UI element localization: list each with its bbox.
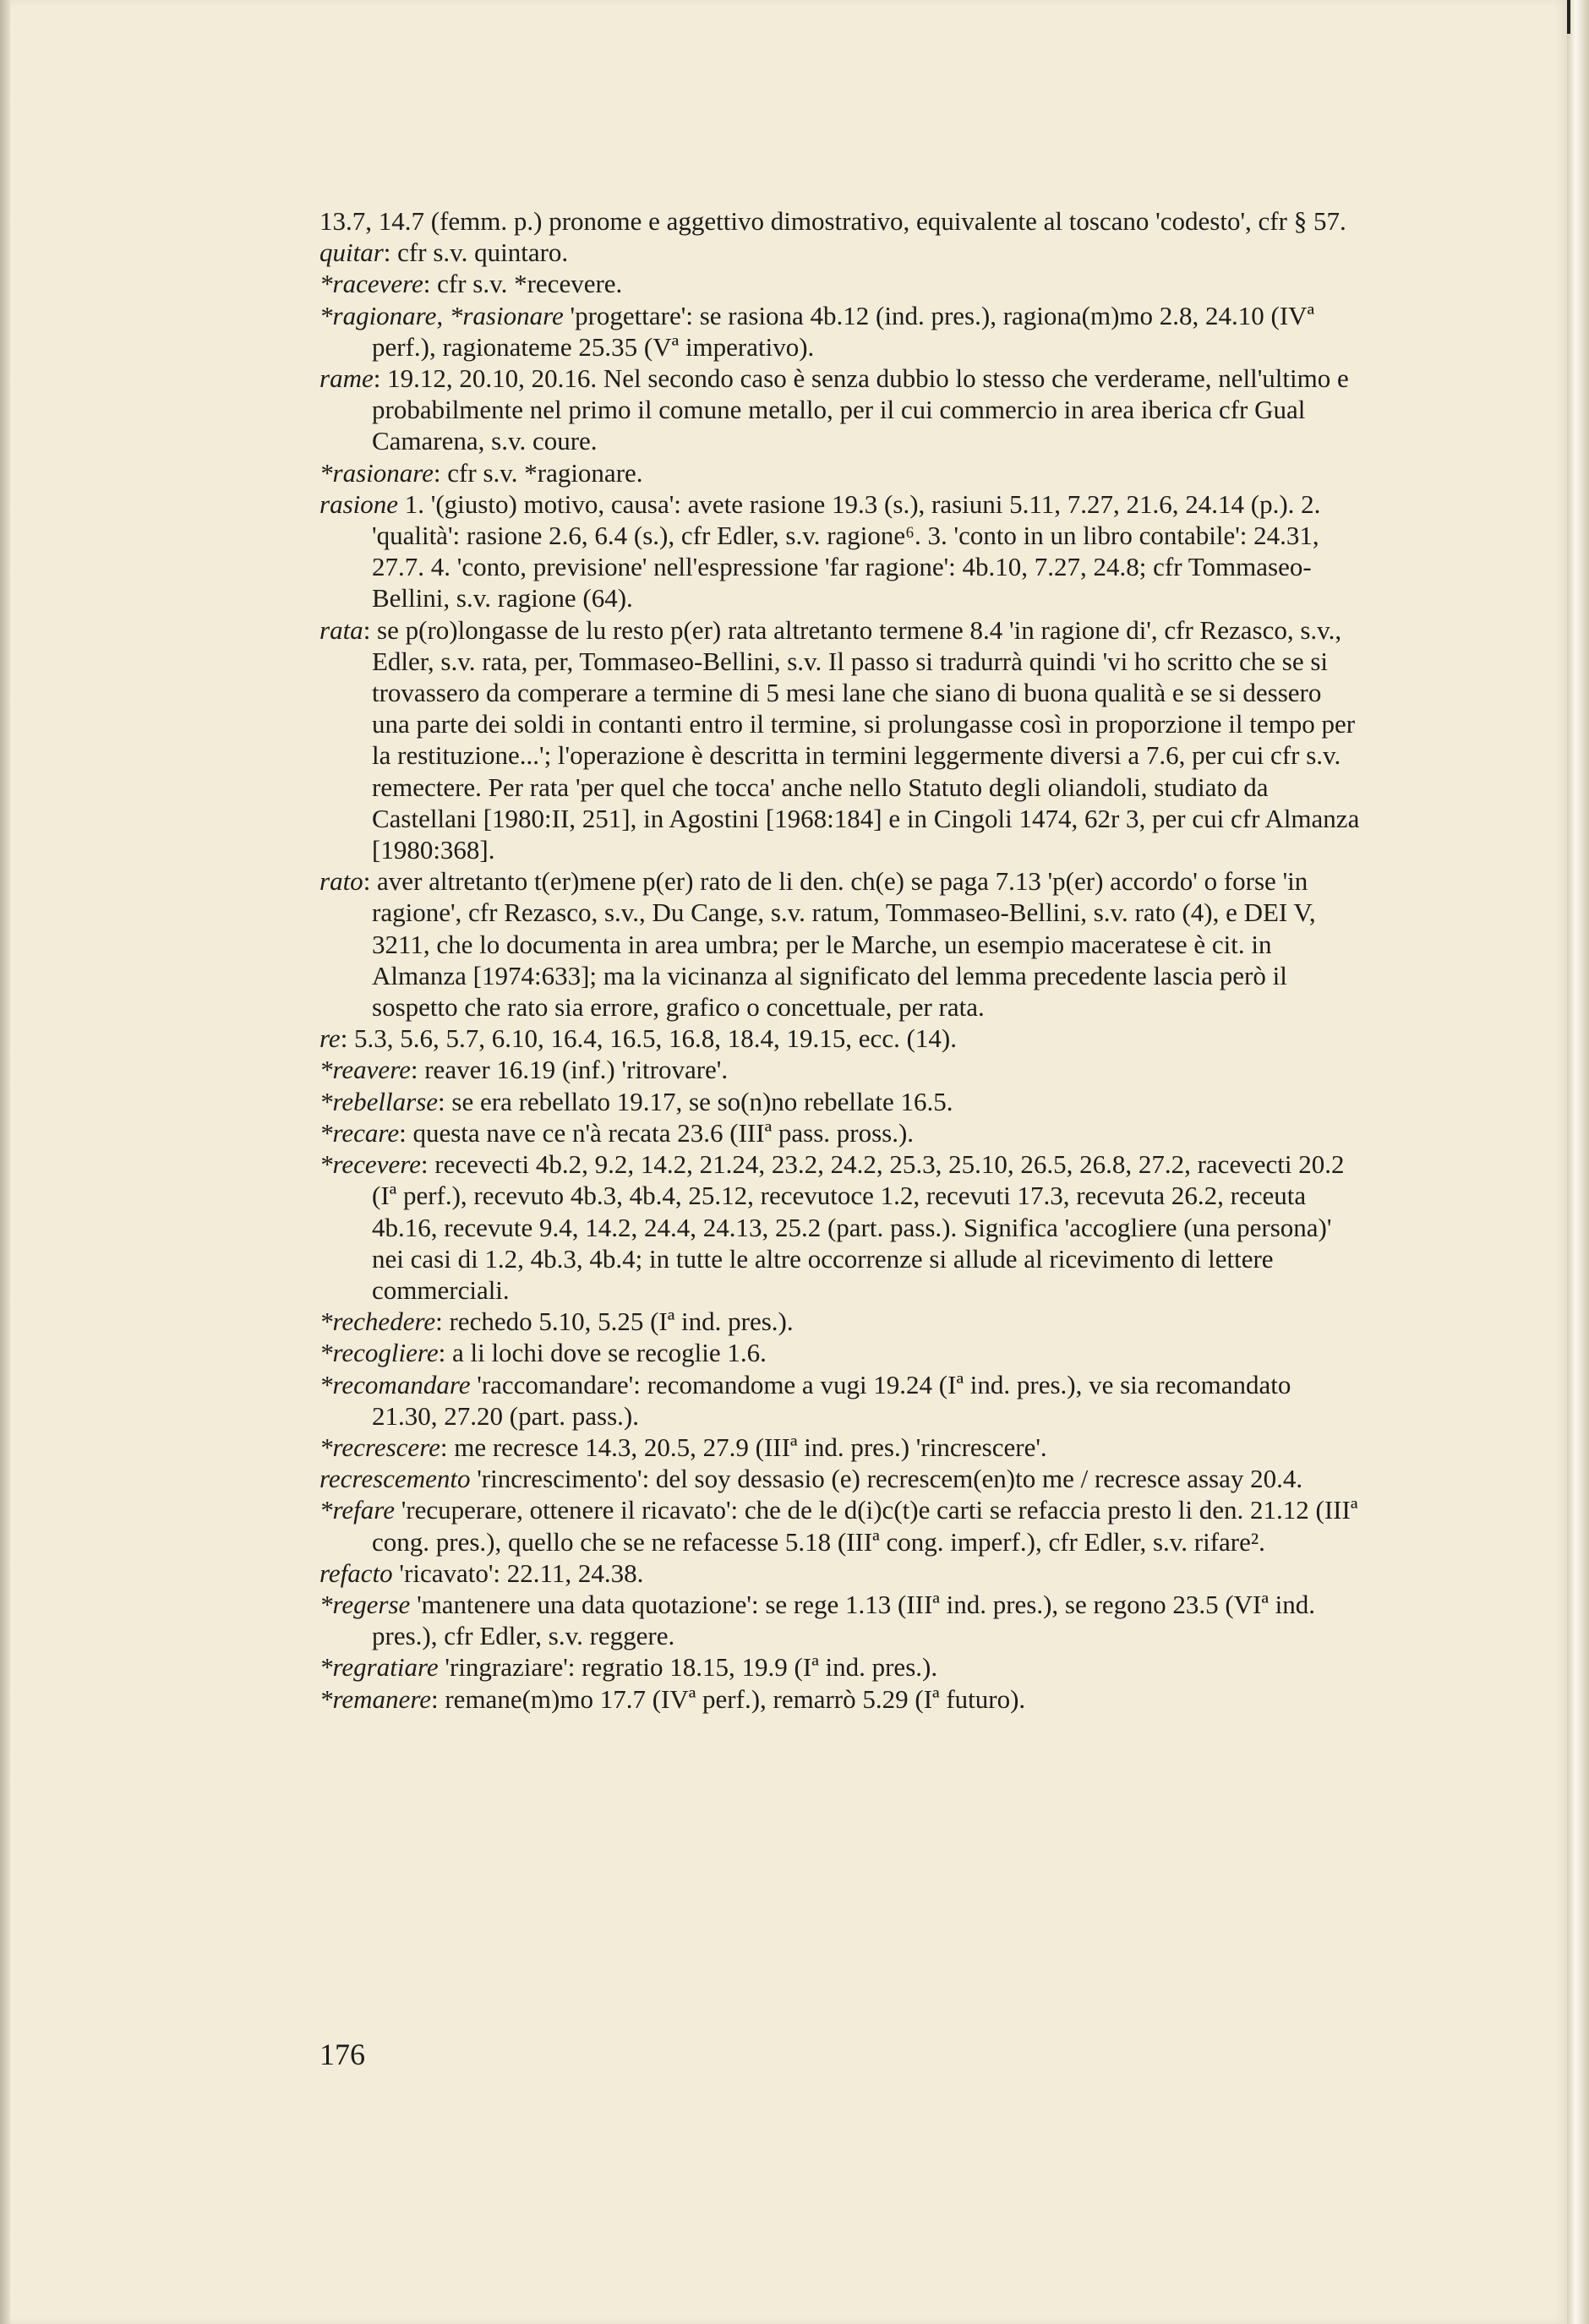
entry-definition: 'raccomandare': recomandome a vugi 19.24 (Iª ind. pres.), ve sia recomandato 21.30, 27.20 (part. pass.).	[372, 1369, 1291, 1431]
glossary-entry	[319, 1337, 1361, 1368]
glossary-text	[319, 205, 1361, 1715]
page-number: 176	[319, 2038, 365, 2071]
entry-lemma: *recare	[319, 1117, 400, 1148]
entry-lemma: *reavere	[319, 1055, 411, 1085]
entry-definition: : remane(m)mo 17.7 (IVª perf.), remarrò 5.29 (Iª futuro).	[431, 1683, 1026, 1714]
glossary-entry	[319, 1148, 1361, 1306]
entry-definition: : cfr s.v. *ragionare.	[433, 457, 643, 488]
glossary-entry	[319, 205, 1361, 237]
glossary-entry	[319, 1023, 1361, 1054]
glossary-entry	[319, 1589, 1361, 1651]
entry-definition: 1. '(giusto) motivo, causa': avete rasione 19.3 (s.), rasiuni 5.11, 7.27, 21.6, 24.14 (p.). 2. 'qualità': rasione 2.6, 6.4 (s.), cfr Edler, s.v. ragione⁶. 3. 'conto in un libro contabile': 24.31, 27.7. 4. 'conto, previsione' nell'espressione 'far ragione': 4b.10, 7.27, 24.8; cfr Tommaseo-Bellini, s.v. ragione (64).	[372, 488, 1321, 614]
glossary-entry	[319, 1494, 1361, 1557]
entry-definition: : se p(ro)longasse de lu resto p(er) rata altretanto termene 8.4 'in ragione di', cfr Rezasco, s.v., Edler, s.v. rata, per, Tommaseo-Bellini, s.v. Il passo si tradurrà quindi 'vi ho scritto che se si trovassero da comperare a termine di 5 mesi lane che siano di buona qualità e se si dessero una parte dei soldi in contanti entro il termine, si prolungasse così in proporzione il tempo per la restituzione...'; l'operazione è descritta in termini leggermente diversi a 7.6, per cui cfr s.v. remectere. Per rata 'per quel che tocca' anche nello Statuto degli oliandoli, studiato da Castellani [1980:II, 251], in Agostini [1968:184] e in Cingoli 1474, 62r 3, per cui cfr Almanza [1980:368].	[363, 614, 1360, 865]
glossary-entry	[319, 1683, 1361, 1715]
entry-definition: 'mantenere una data quotazione': se rege 1.13 (IIIª ind. pres.), se regono 23.5 (VIª ind. pres.), cfr Edler, s.v. reggere.	[372, 1589, 1316, 1651]
glossary-entry	[319, 1432, 1361, 1463]
glossary-entry	[319, 1463, 1361, 1494]
entry-definition: 'ricavato': 22.11, 24.38.	[392, 1558, 644, 1588]
glossary-entry	[319, 1558, 1361, 1589]
entry-lemma: re	[319, 1023, 341, 1054]
entry-definition: : aver altretanto t(er)mene p(er) rato de li den. ch(e) se paga 7.13 'p(er) accordo' o forse 'in ragione', cfr Rezasco, s.v., Du Cange, s.v. ratum, Tommaseo-Bellini, s.v. rato (4), e DEI V, 3211, che lo documenta in area umbra; per le Marche, un esempio maceratese è cit. in Almanza [1974:633]; ma la vicinanza al significato del lemma precedente lascia però il sospetto che rato sia errore, grafico o concettuale, per rata.	[363, 866, 1316, 1023]
entry-lemma: *recrescere	[319, 1432, 440, 1462]
entry-lemma: rato	[319, 866, 363, 897]
entry-lemma: quitar	[319, 237, 384, 268]
glossary-entry	[319, 363, 1361, 457]
entry-definition: : cfr s.v. *recevere.	[423, 269, 623, 299]
entry-definition: : me recresce 14.3, 20.5, 27.9 (IIIª ind. pres.) 'rincrescere'.	[440, 1432, 1047, 1462]
glossary-entry	[319, 614, 1361, 866]
entry-definition: : questa nave ce n'à recata 23.6 (IIIª pass. pross.).	[399, 1117, 915, 1148]
entry-lemma: recrescemento	[319, 1464, 471, 1494]
entry-lemma: *rebellarse	[319, 1086, 439, 1116]
entry-lemma: *recogliere	[319, 1338, 439, 1368]
glossary-entry	[319, 1117, 1361, 1148]
entry-lemma: *refare	[319, 1495, 395, 1525]
entry-definition: 'ringraziare': regratio 18.15, 19.9 (Iª ind. pres.).	[438, 1652, 938, 1683]
glossary-entry	[319, 865, 1361, 1023]
entry-lemma: rame	[319, 363, 374, 394]
entry-definition: : rechedo 5.10, 5.25 (Iª ind. pres.).	[435, 1307, 794, 1337]
entry-definition: 'recuperare, ottenere il ricavato': che de le d(i)c(t)e carti se refaccia presto li den. 21.12 (IIIª cong. pres.), quello che se ne refacesse 5.18 (IIIª cong. imperf.), cfr Edler, s.v. rifare².	[372, 1495, 1358, 1557]
entry-lemma: rasione	[319, 488, 398, 519]
entry-lemma: *rasionare	[319, 457, 434, 488]
entry-lemma: *remanere	[319, 1683, 431, 1714]
entry-lemma: *regerse	[319, 1589, 411, 1619]
entry-definition: 13.7, 14.7 (femm. p.) pronome e aggettivo dimostrativo, equivalente al toscano 'codesto', cfr § 57.	[319, 206, 1346, 236]
entry-definition: 'progettare': se rasiona 4b.12 (ind. pres.), ragiona(m)mo 2.8, 24.10 (IVª perf.), ragionateme 25.35 (Vª imperativo).	[372, 300, 1315, 362]
glossary-entry	[319, 1086, 1361, 1117]
entry-lemma: *rechedere	[319, 1307, 436, 1337]
glossary-entry	[319, 300, 1361, 363]
entry-definition: 'rincrescimento': del soy dessasio (e) recrescem(en)to me / recresce assay 20.4.	[470, 1464, 1303, 1494]
entry-definition: : se era rebellato 19.17, se so(n)no rebellate 16.5.	[438, 1086, 953, 1116]
entry-lemma: *recomandare	[319, 1369, 471, 1399]
entry-definition: : cfr s.v. quintaro.	[383, 237, 569, 268]
glossary-entry	[319, 457, 1361, 488]
glossary-entry	[319, 268, 1361, 299]
entry-lemma: *regratiare	[319, 1652, 439, 1683]
entry-definition: : 5.3, 5.6, 5.7, 6.10, 16.4, 16.5, 16.8, 18.4, 19.15, ecc. (14).	[340, 1023, 957, 1054]
glossary-entry	[319, 1369, 1361, 1432]
entry-lemma: *racevere	[319, 269, 423, 299]
entry-lemma: *ragionare, *rasionare	[319, 300, 564, 330]
glossary-entry	[319, 237, 1361, 268]
glossary-entry	[319, 1054, 1361, 1085]
entry-definition: : a li lochi dove se recoglie 1.6.	[438, 1338, 767, 1368]
entry-lemma: rata	[319, 614, 363, 645]
entry-definition: : 19.12, 20.10, 20.16. Nel secondo caso è senza dubbio lo stesso che verderame, nell'ultimo e probabilmente nel primo il comune metallo, per il cui commercio in area iberica cfr Gual Camarena, s.v. coure.	[372, 363, 1349, 456]
glossary-entry	[319, 1306, 1361, 1337]
page-edge	[1567, 0, 1589, 2324]
entry-definition: : recevecti 4b.2, 9.2, 14.2, 21.24, 23.2, 24.2, 25.3, 25.10, 26.5, 26.8, 27.2, racevecti 20.2 (Iª perf.), recevuto 4b.3, 4b.4, 25.12, recevutoce 1.2, recevuti 17.3, recevuta 26.2, receuta 4b.16, recevute 9.4, 14.2, 24.4, 24.13, 25.2 (part. pass.). Significa 'accogliere (una persona)' nei casi di 1.2, 4b.3, 4b.4; in tutte le altre occorrenze si allude al ricevimento di lettere commerciali.	[372, 1149, 1345, 1305]
entry-lemma: refacto	[319, 1558, 393, 1588]
entry-definition: : reaver 16.19 (inf.) 'ritrovare'.	[410, 1055, 729, 1085]
glossary-entry	[319, 488, 1361, 614]
book-spine	[0, 0, 10, 2324]
glossary-entry	[319, 1651, 1361, 1683]
entry-lemma: *recevere	[319, 1149, 421, 1180]
